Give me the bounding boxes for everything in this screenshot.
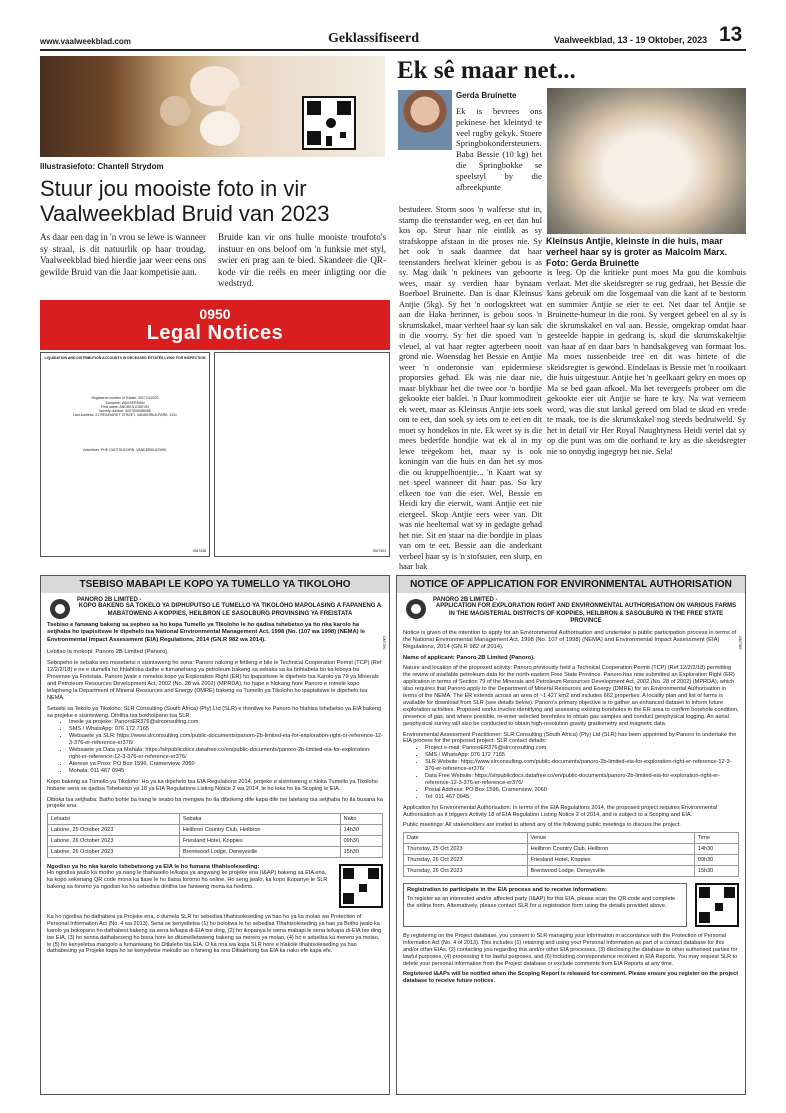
table-row <box>404 855 739 866</box>
table-cell: Brentwood Lodge, Deneysville <box>179 847 340 858</box>
contact-item: • Mohala: 011 467 0945 <box>69 768 383 775</box>
english-company: PANORO 2B LIMITED - <box>433 597 498 603</box>
table-cell: 15h30 <box>340 847 382 858</box>
sesotho-subheading: KOPO BAKENG SA TOKELO YA DIPHUPUTSO LE TUMELLO YA TIKOLOHO MAPOLASING A FAPANENG A MABATOWENG A KOPPIES, HEILBRON LE SASOLBURG PROVINSING YA FREISTATA <box>78 603 382 617</box>
page-number: 13 <box>719 23 743 46</box>
sesotho-meetings-table <box>47 813 383 858</box>
english-body: Nature and location of the proposed activity: Panoro previously held a Technical Cooperation Permit (TCP) (Ref 12/2/2/18) permitting the review of available petroleum data for the north-eastern Free State Province. Panoro has now submitted an Exploration Right (ER) application in terms of Section 79 of the Minerals and Petroleum Resources Development Act, 2002 (No. 28 of 2002) (MPRDA), which also requires that Panoro apply to the Department of Mineral Resources and Energy (DMRE) for an Environmental Authorisation in terms of the NEMA. The ER extends across an area of ~1 427 km2 and includes 662 properties. A locality plan and list of farms is available for download from SLR (see details below). Panoro's primary objective is to gather an enhanced dataset to inform future exploration activities. Proposed works involve identifying and assessing existing boreholes in the ER area to confirm borehole condition, presence of gas, and where possible, re-enter selected boreholes to obtain gas samples and conduct geophysical logging. An aerial geophysical survey will also be conducted to obtain high-resolution gravity gradiometry and magnetic data. <box>403 665 739 727</box>
sesotho-body: Sebopeho le sebaka seo mosebetsi o sisintsweng ho sona: Panoro nakong e fetileng e bile le Technical Cooperation Permit (TCP) (Ref 12/2/2/18) e ne e dumella ho fihlahloba dathe e fumanehang ya petroleum bakeng sa sebaka sa ka bohlabela bo ka leboya ba Provense ya Freistata. Panoro jwale e romelse kopo ya Exploration Right (ER) ho ipapisitswe le dipehelo tsa Karolo ya 79 ya Minerals and Petroleum Resources Development Act, 2002 (No. 28 wa 2002) (MPRDA), ho hape e hlokang hore Panoro e romele kopo lefapheng la Department of Mineral Resources and Energy (DMRE) bakeng sa Tumello ya Tikoloho ho ipapisitswe le dipehelo tsa NEMA. <box>47 660 382 701</box>
legal-code: 0950 <box>199 306 231 322</box>
contact-item: • Tel: 011 467 0945 <box>425 794 739 801</box>
english-meetings-intro: Public meetings: All stakeholders are invited to attend any of the following public meetings to discuss the project. <box>403 822 681 829</box>
contact-item: • SMS / WhatsApp: 076 172 7165 <box>69 726 383 733</box>
article-body-intro: Ek is bevrees ons pekinese het kleintyd te veel rugby gekyk. Stoere Springbokondersteuners. Baba Bessie (10 kg) het die Springbokke se speelstyl by die afbreekpunte <box>456 106 542 192</box>
bride-body-col1: As daar een dag in 'n vrou se lewe is wanneer sy straal, is dit natuurlik op haar troudag. Vaalweekblad bied hierdie jaar weer eens ons gewilde Bruid van die Jaar kompetisie aan. <box>40 232 206 277</box>
table-cell: Thursday, 25 Oct 2023 <box>404 844 528 855</box>
english-meetings-table <box>403 832 739 877</box>
table-cell: Thursday, 26 Oct 2023 <box>404 855 528 866</box>
article-body-col2: is leeg. Op die kritieke punt moes Ma gou die kombuis verlaat. Met die skeidsregter se rug gedraai, het Bessie die kans gebruik om die losgemaal van die kant af te bestorm en summier Antjie se eier te eet. Net daar tel Antjie se Bruinette-humeur in die rooi. Sy vergeet gebeel en al sy is die skrumskakel en val aan. Bessie, omgekrap omdat haar gesteelde happie in gedrang is, skud die skrumskakeltjie van haar af en daar bars 'n handsakgeveg van formaat los. Ma moes tussenbeide tree en dit was hittete of die skeidsregter is gewond. Eindelaas is Bessie met 'n rooikaart die huis uitgestuur. Antjie het 'n geelkaart gekry en moes op Ma se bed gaan afkoel. Ma het tevergeefs probeer om die gekookte eier uit Antjie se hare te kry. Na wat verneem word, was die stut lankal gereed om blad te skud en vrede te maak, toe is die skrumskakel nog steeds bedruiweld. Sy het in detail vir Her Royal Naughtyness Heidi vertel dat sy op die punt was om die oorhand te kry as die skeidsregter nie so onnydig ingegryp het nie. Sela! <box>547 268 746 456</box>
sesotho-ref: OM7390 <box>382 636 386 650</box>
table-header-cell: Sebaka <box>179 814 340 825</box>
sesotho-applicant: Lebitso la mokopi: Panoro 2B Limited (Panoro). <box>47 648 169 655</box>
contact-item: • SMS / WhatsApp: 076 172 7165 <box>425 752 739 759</box>
qr-code-icon[interactable] <box>302 96 356 150</box>
english-subheading: APPLICATION FOR EXPLORATION RIGHT AND ENVIRONMENTAL AUTHORISATION ON VARIOUS FARMS IN THE MAGISTERIAL DISTRICTS OF KOPPIES, HEILBRON & SASOLBURG IN THE FREE STATE PROVINCE <box>435 603 737 625</box>
notice-ref: OM7303 <box>372 548 386 553</box>
sesotho-company: PANORO 2B LIMITED - <box>77 597 142 603</box>
sesotho-notice <box>40 575 390 1095</box>
table-cell: Labone, 26 October 2023 <box>48 836 180 847</box>
notice-heading: LIQUIDATION AND DISTRIBUTION ACCOUNTS IN DECEASED ESTATES LYING FOR INSPECTION <box>44 356 206 360</box>
english-notice <box>396 575 746 1095</box>
notice-estate: Registered number of Estate: 002714/2023 <box>91 396 159 401</box>
website-url[interactable]: www.vaalweekblad.com <box>40 37 131 46</box>
article-title: Ek sê maar net... <box>397 57 576 84</box>
notice-ref: OM7338 <box>192 548 206 553</box>
table-cell: Heilbron Country Club, Heilbron <box>179 825 340 836</box>
bride-photo <box>40 56 385 157</box>
contact-item[interactable]: • Imeile ya projeke: PanoroER376@slrconsulting.com <box>69 719 383 726</box>
english-register-heading: Registration to participate in the EIA process and to receive information: <box>407 887 607 894</box>
notice-address: Last Address: 21 REINHARDT STREET, VANDERBIJLPARK, 1911 <box>73 413 177 418</box>
english-ref: OM7389 <box>738 636 742 650</box>
photo-credit: Illustrasiefoto: Chantell Strydom <box>40 162 164 171</box>
table-header-cell: Date <box>404 833 528 844</box>
qr-code-icon[interactable] <box>695 883 739 927</box>
bride-body-col2: Bruide kan vir ons hulle mooiste troufoto's instuur en ons beloof om 'n funksie met styl, swier en prag aan te bied. Skandeer die QR-kode vir die reëls en meer inligting oor die wedstryd. <box>218 232 386 289</box>
notice-advertiser: Advertiser: PHE OUDTSHOORN, VANDERBIJLPARK <box>83 447 167 452</box>
table-cell: 09h30 <box>340 836 382 847</box>
dog-photo <box>547 88 746 234</box>
english-register-body: To register as an interested and/or affected party (I&AP) for this EIA, please scan the QR code and complete the online form. Alternatively, please contact SLR for a registration form using the details provided above. <box>407 896 676 910</box>
deceased-estate-notice <box>40 352 210 557</box>
notice-surname: Surname: WASSERMAN <box>105 400 145 405</box>
sesotho-application: Kopo bakeng sa Tumello ya Tikoloho: Ho ya ka dipehelo tsa EIA Regulations 2014, projeke e sisintsweng e hloka Tumello ya Tikoloho hobane sena se qadisa Tshebetso ya 18 ya EIA Regulations Listing Notice 2 wa 2014, le ho leka ho ka Scoping le EIA. <box>47 778 378 792</box>
table-cell: Labone, 26 October 2023 <box>48 847 180 858</box>
dog-caption: Kleinsus Antjie, kleinste in die huis, maar verheel haar sy is groter as Malcolm Marx. Foto: Gerda Bruinette <box>546 236 728 268</box>
contact-item[interactable]: • Websaete ya Data ya Mahala: https://slrpublicdocs.datafree.co/en/public-documents/panoro-2b-limited-eia-for-exploration-right-er-reference-12-3-376-er-reference-er376/ <box>69 747 383 761</box>
table-cell: Labone, 25 October 2023 <box>48 825 180 836</box>
bride-headline: Stuur jou mooiste foto in vir Vaalweekblad Bruid van 2023 <box>40 176 330 226</box>
table-cell: 14h30 <box>340 825 382 836</box>
sesotho-section-title: TSEBISO MABAPI LE KOPO YA TUMELLO YA TIKOLOHO <box>41 576 389 593</box>
english-application: Application for Environmental Authorisation: In terms of the EIA Regulations 2014, the proposed project requires Environmental Authorisation as it triggers Activity 18 of EIA Regulation Listing Notice 2 of 2014, and is subject to a Scoping and EIA. <box>403 804 718 818</box>
sesotho-practitioner: Setsebi sa Tekolo ya Tikoloho: SLR Consulting (South Africa) (Pty) Ltd (SLR) e thonilwe ke Panoro ho hlahisa tshebetso ya EIA bakeng sa projeke e sisintsweng. Dintlha tsa bokhoipano tsa SLR: <box>47 705 382 719</box>
sesotho-privacy: Ka ho ngodisa ho dathabesi ya Projeke ena, o dumela SLR ho sebedisa tlhahisoleseding ya hao ho ya ka molao wa Protection of Personal Information Act (No. 4 wa 2013). Sena se kenyelletsa (1) ho bolokwa le ho sebedisa Tlhahisoleseding ya hao ya Botho jwalo ka karolo ya bokopano ho dathabesi bakeng sa sena le/kapa di-EIA tse ding, (2) ho ikopanya le wena mabapi le sena le/kapa di-EIA tse ding tse EIA, (3) ho senna dathabeseng ho bona hore ke ditumelletsweng bakeng sa merero ya molao, (4) ho e sebelisa ka merero ya molao, le (5) ho kenyeletsa mangolo a fumanwang ho Ditlaleho tsa EIA. O ka nna wa kopa SLR hore e hlakole tlhahisoleseding ya hao dathabesing ya Projeke kapa ho se kenyeletse mekutlo ao o faneng ka ona Ditlalehong tsa EIA ka nako efe kapa efe. <box>47 914 382 955</box>
table-cell: Friesland Hotel, Koppies <box>179 836 340 847</box>
table-cell: Thursday, 26 Oct 2023 <box>404 866 528 877</box>
table-header-cell: Nako <box>340 814 382 825</box>
table-cell: Friesland Hotel, Koppies <box>527 855 694 866</box>
sesotho-intro: Tsebiso e fanwang bakeng sa sepheo sa ho kopa Tumello ya Tikoloho le ho qadisa tshebetso ya ho nka karolo ha setjhaba ho ipapisitswe le dipehelo tsa National Environmental Management Act, 1998 (No. (107 wa 1998) (NEMA) le Environmental Impact Assessment (EIA) Regulations, 2014 (GN.R 982 wa 2014). <box>47 622 366 643</box>
english-practitioner: Environmental Assessment Practitioner: SLR Consulting (South Africa) (Pty) Ltd (SLR) has been appointed by Panoro to undertake the EIA process for the proposed project. SLR contact details: <box>403 731 737 745</box>
sesotho-meetings-intro: Diboka tsa setjhaba: Batho bohle ba nang le seabo ba mengwa ho tla dibokeng dife kapa dife tse latelang tsa setjhaba ho tla busana ka projeke ena: <box>47 796 383 810</box>
panoro-logo-icon <box>405 598 427 620</box>
sesotho-register-body: Ho ngodisa jwalo ka motho ya nang le thahasello le/kapa ya angwang ke projeke ena (I&AP) bakeng sa EIA ena, ka kopo sekenang QR code mona ka tlase le ho tlatsa foromo ho online. Ho seng jwalo, ka kopo ikopanye le SLR bakeng sa foromo ya ngodiso ka ho sebedisa dintlha tse fanweng mona ka hodimo. <box>47 870 328 891</box>
table-header-row <box>404 833 739 844</box>
sesotho-contacts <box>69 719 383 774</box>
table-header-row <box>48 814 383 825</box>
table-row <box>404 866 739 877</box>
english-privacy: By registering on the Project database, you consent to SLR managing your information in accordance with the Protection of Personal Information Act (No. 4 of 2013). This includes (1) retaining and using your Personal Information as part of a contact database for this and/or other EIAs, (2) contacting you regarding this and/or other EIA processes, (3) disclosing the database to other authorised parties for lawful purposes, (4) processing it for lawful purposes, and (6) including correspondence received in EIA Reports. You may request SLR to delete your personal information from the Project database or exclude comments from EIA Reports at any time. <box>403 933 738 967</box>
table-row <box>48 825 383 836</box>
legal-notice-right <box>214 352 390 557</box>
table-cell: 15h30 <box>694 866 738 877</box>
table-header-cell: Time <box>694 833 738 844</box>
english-contacts <box>425 745 739 800</box>
english-section-title: NOTICE OF APPLICATION FOR ENVIRONMENTAL AUTHORISATION <box>397 576 745 593</box>
english-closing: Registered I&APs will be notified when the Scoping Report is released for comment. Please ensure you register on the project database to receive future notices. <box>403 971 739 985</box>
table-cell: Brentwood Lodge, Deneysville <box>527 866 694 877</box>
contact-item: • Aterese ya Poso: PO Box 1596, Cramerview, 2060 <box>69 761 383 768</box>
table-cell: Heilbron Country Club, Heilbron <box>527 844 694 855</box>
article-body-col1: bestudeer. Storm soos 'n walferse stut in, stamp die teenstander weg, en eet dan hul kos op. Steur haar nie eintlik as sy strafskoppe afstaan in die proses nie. Sy het ook 'n saak daarmee dat haar teenstanders heelwat kleiner gebou is as sy. Mag daik 'n pekinees van geboorte wees, maar sy verdien haar bynaam Boerboel Bruinette. Dan is daar Kleinsus Antjie (5kg). Sy het 'n oorlogskreet wat aan die Haka herinner, is gebou soos 'n skrumskakel, maar verheel haar sy kan sak in die voorry. Sy het die spoed van 'n vleuel, al vat haar regter agterbeen nooit grond nie. Woensdag het Bessie en Antjie weer 'n onderonsie van epidermiese proporsies gehad. Ek was nie daar nie, maar blykbaar het die twee oor 'n bordjie gekookte eier baklei. 'n Duur kommoditeit ek weet, maar as Kleinsus Antjie iets soek om te eet, dan soek sy iets om te eet en dit moet sy hondekos in nie. Ek weet sy is die mees bederfde hondjie wat ek al in my lewe teëgekom het, maar sy is ook koningin van die huis en dan het sy mos die ou kruppelhoentjie... 'n Kaart wat sy net speel wanneer dit haar pas. So kry elkeen toe van die eier. Wel, Bessie en Heidi kry die eierwit, want Antjie eet nie eiergeel. Skop Antjie eers weer van. Dit was nie heeltemal wat sy in gedagte gehad het nie. Sit en staar na die bordjie in plaas van om te eet. Bessie aan die anderkant verbeel haar sy is 'n stofsuier, een slurp, en haar bak <box>399 205 542 571</box>
english-applicant: Name of applicant: Panoro 2B Limited (Panoro). <box>403 655 535 662</box>
issue-date: Vaalweekblad, 13 - 19 Oktober, 2023 <box>554 35 708 45</box>
contact-item[interactable]: • Data Free Website: https://slrpublicdocs.datafree.co/en/public-documents/panoro-2b-limited-eia-for-exploration-right-er-reference-12-3-376-er-reference-er376/ <box>425 773 739 787</box>
contact-item[interactable]: • Project e-mail: PanoroER376@slrconsulting.com <box>425 745 739 752</box>
legal-title: Legal Notices <box>146 322 284 344</box>
contact-item[interactable]: • Websaete ya SLR: https://www.slrconsulting.com/public-documents/panoro-2b-limited-eia-for-exploration-right-or-reference-12-3-376-er-reference-er376/ <box>69 733 383 747</box>
panoro-logo-icon <box>49 598 71 620</box>
qr-code-icon[interactable] <box>339 864 383 908</box>
table-row <box>48 847 383 858</box>
contact-item: • Postal Address: PO Box 1596, Cramerview, 2060 <box>425 787 739 794</box>
author-photo <box>398 90 452 150</box>
notice-id: Identity number: 6007005088088 <box>99 409 151 414</box>
table-header-cell: Letsatsi <box>48 814 180 825</box>
sesotho-register-heading: Ngodiso ya ho nka karolo tshebetsong ya EIA le ho fumana tlhahisoleseding: <box>47 864 260 871</box>
legal-notices-banner <box>40 300 390 350</box>
english-intro: Notice is given of the intention to apply for an Environmental Authorisation and undertake a public participation process in terms of the National Environmental Management Act, 1998 (No. 107 of 1998) (NEMA) and Environmental Impact Assessment (EIA) Regulations, 2014 (GN.R 982 of 2014). <box>403 629 737 651</box>
notice-first-name: First name: ANDRES GIDEON <box>101 404 149 409</box>
section-title: Geklassifiseerd <box>328 31 419 46</box>
table-cell: 09h30 <box>694 855 738 866</box>
table-row <box>404 844 739 855</box>
author-name: Gerda Bruinette <box>456 91 517 100</box>
table-row <box>48 836 383 847</box>
header-rule <box>40 49 746 51</box>
table-header-cell: Venue <box>527 833 694 844</box>
contact-item[interactable]: • SLR Website: https://www.slrconsulting.com/public-documents/panoro-2b-limited-eia-for-exploration-right-er-reference-12-3-376-er-reference-er376/ <box>425 759 739 773</box>
table-cell: 14h30 <box>694 844 738 855</box>
